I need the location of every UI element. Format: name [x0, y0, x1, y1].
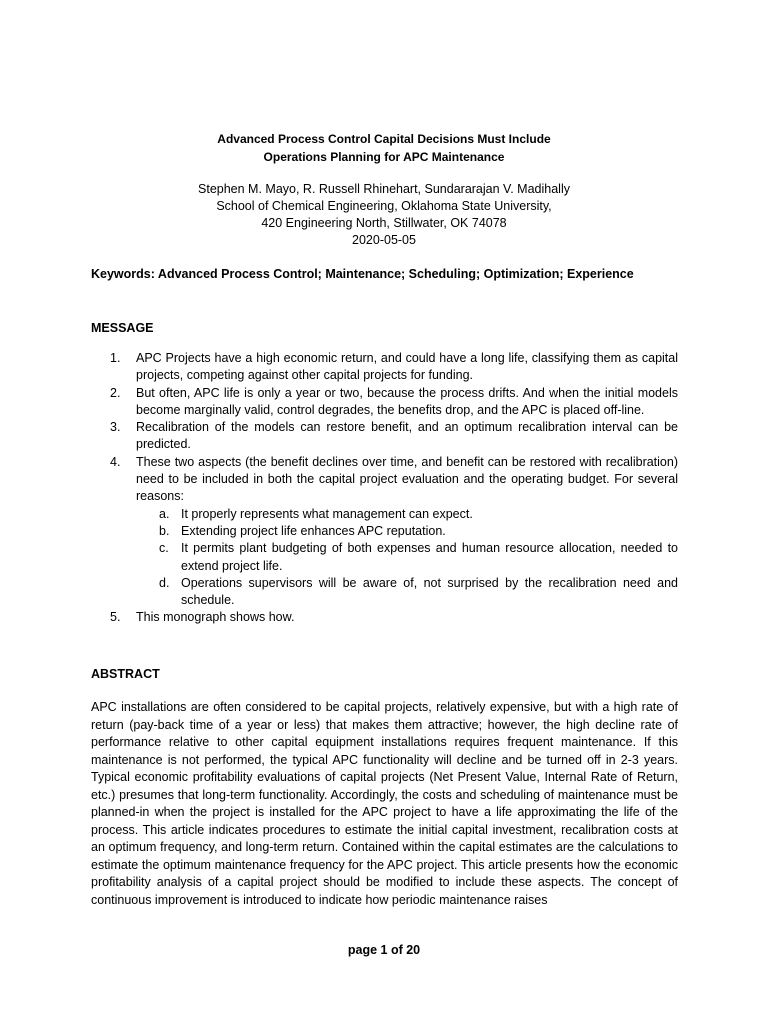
message-list	[0, 350, 768, 627]
page-number: page 1 of 20	[347, 943, 421, 957]
paper-title	[0, 130, 768, 166]
list-item-number: 3.	[110, 420, 121, 435]
sub-list-item-letter: a.	[159, 506, 170, 521]
list-item	[0, 385, 678, 420]
sub-list-item	[0, 575, 678, 610]
sub-list-item	[0, 506, 678, 523]
author-affiliation: School of Chemical Engineering, Oklahoma State University,	[216, 199, 552, 213]
list-item-number: 4.	[110, 454, 121, 469]
list-item-number: 5.	[110, 610, 121, 625]
abstract-heading: ABSTRACT	[91, 667, 160, 681]
list-item-number: 1.	[110, 351, 121, 365]
author-address: 420 Engineering North, Stillwater, OK 74078	[261, 216, 507, 230]
list-item	[0, 350, 678, 385]
sub-list-item-letter: b.	[159, 523, 170, 538]
sub-list-item-text: Operations supervisors will be aware of, not surprised by the recalibration need and schedule.	[181, 575, 678, 608]
abstract-text: APC installations are often considered to be capital projects, relatively expensive, but with a high rate of return (pay-back time of a year or less) that makes them attractive; however, the high decline rate of performance relative to other capital equipment installations requires frequent maintenance. If this maintenance is not performed, the typical APC functionality will decline and be turned off in 2-3 years. Typical economic profitability evaluations of capital projects (Net Present Value, Internal Rate of Return, etc.) presumes that long-term functionality. Accordingly, the costs and scheduling of maintenance must be planned-in when the project is installed for the APC project to have a life approximating the life of the process. This article indicates procedures to estimate the initial capital investment, recalibration costs at an optimum frequency, and long-term return. Contained within the capital estimates are the calculations to estimate the optimum maintenance frequency for the APC project. This article presents how the economic profitability analysis of a capital project should be modified to include these aspects. The concept of continuous improvement is introduced to indicate how periodic maintenance raises	[91, 700, 678, 907]
list-item-text: These two aspects (the benefit declines over time, and benefit can be restored with recalibration) need to be included in both the capital project evaluation and the operating budget. For several reasons:	[136, 454, 678, 504]
author-block	[0, 181, 768, 249]
sub-list-item	[0, 540, 678, 575]
title-line-2: Operations Planning for APC Maintenance	[263, 150, 505, 164]
sub-list-item-text: Extending project life enhances APC reputation.	[181, 523, 446, 538]
list-item-number: 2.	[110, 385, 121, 400]
list-item	[0, 609, 678, 626]
list-item-text: APC Projects have a high economic return, and could have a long life, classifying them as capital projects, competing against other capital projects for funding.	[136, 351, 678, 383]
keywords: Keywords: Advanced Process Control; Maintenance; Scheduling; Optimization; Experience	[91, 267, 634, 281]
message-heading: MESSAGE	[91, 321, 154, 335]
list-item	[0, 419, 678, 454]
sub-list-item-text: It permits plant budgeting of both expenses and human resource allocation, needed to extend project life.	[181, 541, 678, 573]
sub-list-item-text: It properly represents what management can expect.	[181, 506, 473, 521]
list-item	[0, 454, 678, 506]
author-names: Stephen M. Mayo, R. Russell Rhinehart, Sundararajan V. Madihally	[198, 182, 570, 196]
sub-list-item-letter: d.	[159, 575, 170, 590]
list-item-text: This monograph shows how.	[136, 610, 295, 625]
title-line-1: Advanced Process Control Capital Decisions Must Include	[217, 132, 551, 146]
sub-list-item-letter: c.	[159, 541, 169, 556]
list-item-text: Recalibration of the models can restore benefit, and an optimum recalibration interval can be predicted.	[136, 420, 678, 452]
sub-list-item	[0, 523, 678, 540]
paper-date: 2020-05-05	[352, 233, 416, 247]
list-item-text: But often, APC life is only a year or two, because the process drifts. And when the initial models become marginally valid, control degrades, the benefits drop, and the APC is placed off-line.	[136, 385, 678, 417]
